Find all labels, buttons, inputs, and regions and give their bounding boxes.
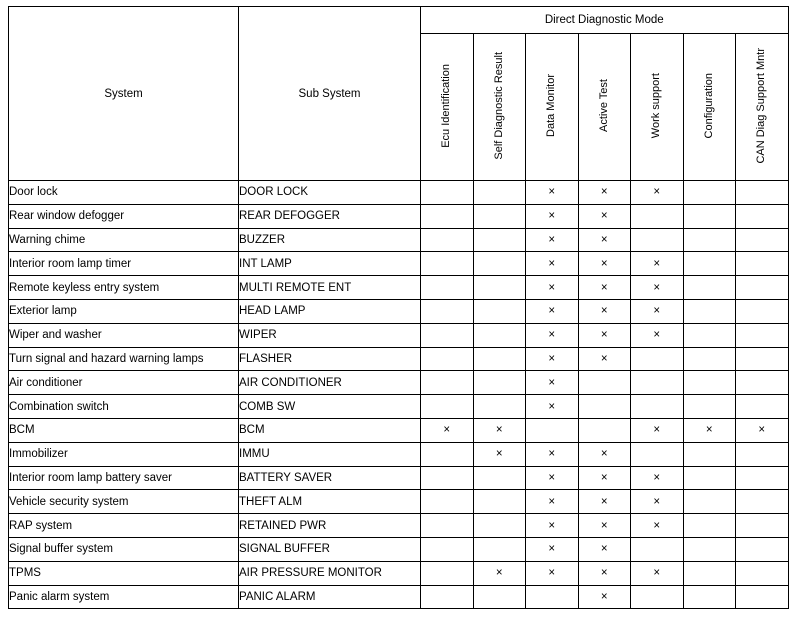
cell-mode-1 xyxy=(473,204,526,228)
table-row xyxy=(9,228,789,252)
cell-system: Vehicle security system xyxy=(9,490,239,514)
cell-mode-1 xyxy=(473,252,526,276)
cell-mode-0 xyxy=(421,490,474,514)
cell-mode-3: × xyxy=(578,181,631,205)
cell-mode-6 xyxy=(736,347,789,371)
header-mode-work-support: Work support xyxy=(631,34,684,181)
cell-mode-5 xyxy=(683,276,736,300)
cell-mode-1 xyxy=(473,490,526,514)
cell-mode-4 xyxy=(631,371,684,395)
cell-mode-3: × xyxy=(578,466,631,490)
cell-mode-3: × xyxy=(578,299,631,323)
cell-mode-2 xyxy=(526,585,579,609)
cell-mode-6 xyxy=(736,561,789,585)
cell-mode-1 xyxy=(473,347,526,371)
cell-mode-0 xyxy=(421,181,474,205)
cell-mode-5 xyxy=(683,347,736,371)
cell-mode-3 xyxy=(578,395,631,419)
cell-sub-system: WIPER xyxy=(239,323,421,347)
header-mode-active-test: Active Test xyxy=(578,34,631,181)
cell-mode-2 xyxy=(526,418,579,442)
cell-mode-2: × xyxy=(526,347,579,371)
cell-mode-2: × xyxy=(526,204,579,228)
cell-mode-2: × xyxy=(526,181,579,205)
cell-mode-5 xyxy=(683,181,736,205)
cell-mode-4: × xyxy=(631,490,684,514)
cell-sub-system: THEFT ALM xyxy=(239,490,421,514)
cell-mode-3: × xyxy=(578,442,631,466)
table-row xyxy=(9,442,789,466)
cell-mode-2: × xyxy=(526,323,579,347)
cell-mode-4 xyxy=(631,395,684,419)
cell-mode-3: × xyxy=(578,347,631,371)
cell-system: Combination switch xyxy=(9,395,239,419)
cell-system: Immobilizer xyxy=(9,442,239,466)
cell-mode-5 xyxy=(683,585,736,609)
cell-mode-4: × xyxy=(631,466,684,490)
cell-mode-6 xyxy=(736,181,789,205)
cell-mode-1 xyxy=(473,299,526,323)
cell-system: Remote keyless entry system xyxy=(9,276,239,300)
cell-mode-1 xyxy=(473,585,526,609)
cell-mode-5 xyxy=(683,395,736,419)
cell-mode-3 xyxy=(578,371,631,395)
cell-mode-4: × xyxy=(631,514,684,538)
cell-mode-5 xyxy=(683,204,736,228)
header-mode-data-monitor: Data Monitor xyxy=(526,34,579,181)
cell-mode-4 xyxy=(631,228,684,252)
cell-mode-6 xyxy=(736,466,789,490)
cell-mode-3: × xyxy=(578,561,631,585)
cell-mode-0 xyxy=(421,561,474,585)
cell-sub-system: BCM xyxy=(239,418,421,442)
cell-mode-0 xyxy=(421,514,474,538)
table-row xyxy=(9,585,789,609)
cell-system: TPMS xyxy=(9,561,239,585)
table-row xyxy=(9,418,789,442)
header-mode-self-diagnostic-result: Self Diagnostic Result xyxy=(473,34,526,181)
cell-mode-1 xyxy=(473,323,526,347)
table-row xyxy=(9,466,789,490)
cell-system: Exterior lamp xyxy=(9,299,239,323)
cell-sub-system: INT LAMP xyxy=(239,252,421,276)
cell-mode-5 xyxy=(683,252,736,276)
table-row xyxy=(9,514,789,538)
cell-mode-1 xyxy=(473,514,526,538)
cell-mode-6 xyxy=(736,252,789,276)
table-row xyxy=(9,490,789,514)
cell-mode-1 xyxy=(473,276,526,300)
cell-sub-system: PANIC ALARM xyxy=(239,585,421,609)
cell-sub-system: REAR DEFOGGER xyxy=(239,204,421,228)
cell-sub-system: HEAD LAMP xyxy=(239,299,421,323)
cell-mode-5: × xyxy=(683,418,736,442)
cell-mode-1 xyxy=(473,537,526,561)
cell-sub-system: AIR PRESSURE MONITOR xyxy=(239,561,421,585)
cell-mode-1 xyxy=(473,395,526,419)
cell-mode-5 xyxy=(683,299,736,323)
cell-mode-6 xyxy=(736,490,789,514)
cell-mode-1 xyxy=(473,228,526,252)
cell-system: Rear window defogger xyxy=(9,204,239,228)
cell-mode-2: × xyxy=(526,299,579,323)
cell-mode-3: × xyxy=(578,537,631,561)
cell-mode-0 xyxy=(421,347,474,371)
cell-mode-5 xyxy=(683,323,736,347)
cell-mode-1 xyxy=(473,466,526,490)
cell-mode-4 xyxy=(631,347,684,371)
cell-mode-4: × xyxy=(631,181,684,205)
cell-mode-2: × xyxy=(526,228,579,252)
table-row xyxy=(9,204,789,228)
cell-mode-6 xyxy=(736,585,789,609)
cell-mode-3: × xyxy=(578,228,631,252)
header-mode-ecu-identification: Ecu Identification xyxy=(421,34,474,181)
cell-mode-4: × xyxy=(631,418,684,442)
cell-mode-3: × xyxy=(578,514,631,538)
cell-mode-6 xyxy=(736,537,789,561)
cell-mode-1 xyxy=(473,371,526,395)
table-row xyxy=(9,323,789,347)
cell-sub-system: MULTI REMOTE ENT xyxy=(239,276,421,300)
cell-mode-2: × xyxy=(526,442,579,466)
cell-system: Interior room lamp timer xyxy=(9,252,239,276)
header-mode-configuration: Configuration xyxy=(683,34,736,181)
cell-mode-0 xyxy=(421,585,474,609)
cell-mode-0 xyxy=(421,466,474,490)
cell-system: BCM xyxy=(9,418,239,442)
cell-sub-system: FLASHER xyxy=(239,347,421,371)
cell-mode-5 xyxy=(683,371,736,395)
cell-mode-2: × xyxy=(526,490,579,514)
header-sub-system: Sub System xyxy=(239,7,421,181)
cell-mode-1 xyxy=(473,181,526,205)
cell-sub-system: BATTERY SAVER xyxy=(239,466,421,490)
cell-mode-0 xyxy=(421,442,474,466)
cell-mode-6 xyxy=(736,276,789,300)
table-header xyxy=(9,7,789,181)
cell-mode-3 xyxy=(578,418,631,442)
cell-mode-0 xyxy=(421,395,474,419)
cell-mode-6 xyxy=(736,323,789,347)
cell-mode-3: × xyxy=(578,490,631,514)
header-system: System xyxy=(9,7,239,181)
cell-mode-4: × xyxy=(631,323,684,347)
cell-mode-6 xyxy=(736,204,789,228)
header-direct-diagnostic-mode: Direct Diagnostic Mode xyxy=(421,7,789,34)
cell-mode-5 xyxy=(683,561,736,585)
cell-system: Door lock xyxy=(9,181,239,205)
cell-mode-3: × xyxy=(578,585,631,609)
cell-mode-3: × xyxy=(578,252,631,276)
cell-system: Turn signal and hazard warning lamps xyxy=(9,347,239,371)
table-row xyxy=(9,537,789,561)
diagnostic-mode-table xyxy=(8,6,789,609)
cell-mode-6 xyxy=(736,371,789,395)
cell-mode-2: × xyxy=(526,537,579,561)
cell-mode-0 xyxy=(421,323,474,347)
cell-mode-5 xyxy=(683,490,736,514)
cell-mode-6 xyxy=(736,395,789,419)
cell-mode-3: × xyxy=(578,276,631,300)
cell-mode-5 xyxy=(683,442,736,466)
cell-system: Warning chime xyxy=(9,228,239,252)
cell-mode-0 xyxy=(421,204,474,228)
cell-mode-0 xyxy=(421,228,474,252)
cell-mode-2: × xyxy=(526,252,579,276)
cell-mode-0 xyxy=(421,371,474,395)
table-row xyxy=(9,561,789,585)
cell-mode-4: × xyxy=(631,299,684,323)
table-row xyxy=(9,347,789,371)
cell-mode-4: × xyxy=(631,561,684,585)
cell-mode-0 xyxy=(421,299,474,323)
cell-system: Air conditioner xyxy=(9,371,239,395)
cell-mode-5 xyxy=(683,466,736,490)
cell-system: RAP system xyxy=(9,514,239,538)
table-body xyxy=(9,181,789,609)
cell-mode-4 xyxy=(631,585,684,609)
cell-sub-system: COMB SW xyxy=(239,395,421,419)
cell-system: Signal buffer system xyxy=(9,537,239,561)
cell-mode-0 xyxy=(421,252,474,276)
cell-sub-system: RETAINED PWR xyxy=(239,514,421,538)
cell-mode-4: × xyxy=(631,252,684,276)
cell-mode-1: × xyxy=(473,561,526,585)
table-row xyxy=(9,181,789,205)
cell-system: Interior room lamp battery saver xyxy=(9,466,239,490)
cell-mode-1: × xyxy=(473,442,526,466)
table-row xyxy=(9,371,789,395)
cell-mode-1: × xyxy=(473,418,526,442)
cell-mode-2: × xyxy=(526,466,579,490)
cell-mode-6: × xyxy=(736,418,789,442)
cell-mode-4 xyxy=(631,442,684,466)
cell-system: Panic alarm system xyxy=(9,585,239,609)
table-row xyxy=(9,299,789,323)
cell-mode-3: × xyxy=(578,323,631,347)
cell-sub-system: AIR CONDITIONER xyxy=(239,371,421,395)
cell-mode-6 xyxy=(736,228,789,252)
cell-mode-2: × xyxy=(526,276,579,300)
cell-mode-2: × xyxy=(526,395,579,419)
cell-mode-4: × xyxy=(631,276,684,300)
table-row xyxy=(9,276,789,300)
cell-mode-6 xyxy=(736,299,789,323)
cell-mode-4 xyxy=(631,537,684,561)
cell-mode-2: × xyxy=(526,561,579,585)
cell-mode-6 xyxy=(736,442,789,466)
cell-sub-system: BUZZER xyxy=(239,228,421,252)
cell-mode-2: × xyxy=(526,514,579,538)
cell-mode-5 xyxy=(683,514,736,538)
cell-mode-2: × xyxy=(526,371,579,395)
cell-sub-system: IMMU xyxy=(239,442,421,466)
cell-mode-3: × xyxy=(578,204,631,228)
table-row xyxy=(9,252,789,276)
cell-sub-system: SIGNAL BUFFER xyxy=(239,537,421,561)
cell-mode-0: × xyxy=(421,418,474,442)
table-row xyxy=(9,395,789,419)
cell-mode-0 xyxy=(421,537,474,561)
cell-sub-system: DOOR LOCK xyxy=(239,181,421,205)
cell-mode-6 xyxy=(736,514,789,538)
cell-mode-5 xyxy=(683,228,736,252)
header-mode-can-diag-support-mntr: CAN Diag Support Mntr xyxy=(736,34,789,181)
cell-mode-5 xyxy=(683,537,736,561)
cell-mode-4 xyxy=(631,204,684,228)
header-row-group xyxy=(9,7,789,34)
cell-mode-0 xyxy=(421,276,474,300)
cell-system: Wiper and washer xyxy=(9,323,239,347)
